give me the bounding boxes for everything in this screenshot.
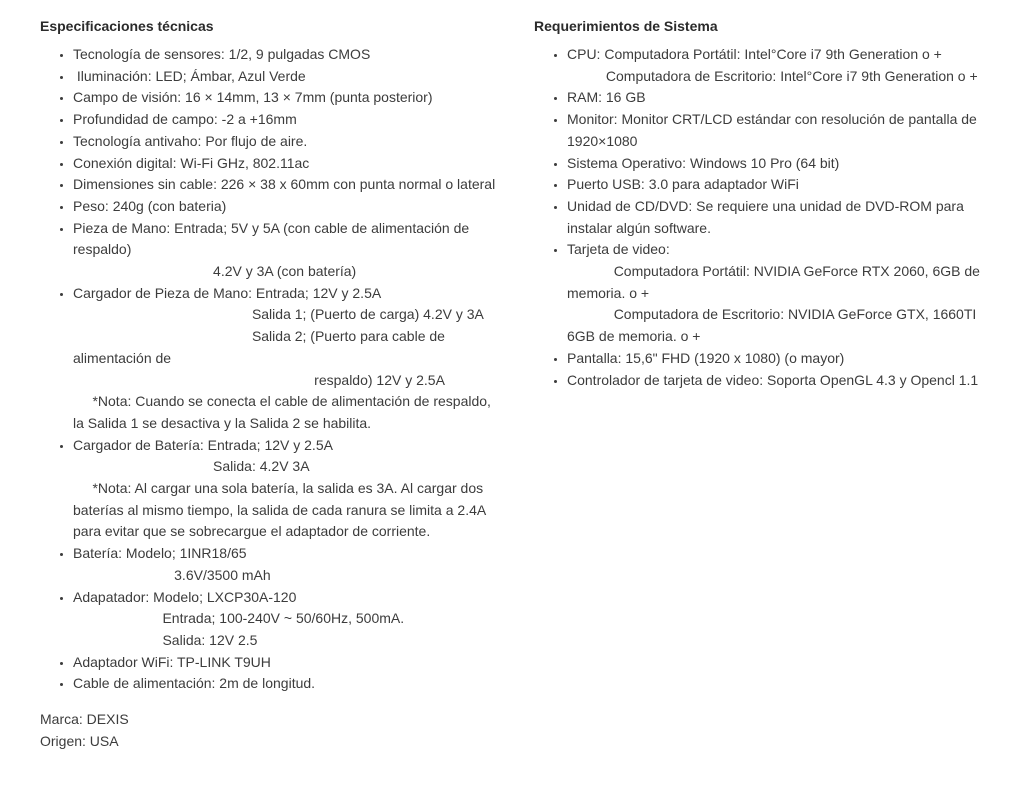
spec-item (73, 543, 505, 586)
requirement-item (567, 87, 994, 109)
spec-item (73, 174, 505, 196)
spec-item-line: • Batería: Modelo; 1INR18/65 (73, 545, 247, 562)
requirement-item-line: Computadora de Escritorio: Intel°Core i7 9th Generation o + (567, 67, 978, 84)
spec-item (73, 283, 505, 435)
spec-item-line: 4.2V y 3A (con batería) (73, 263, 357, 280)
spec-item-line: 3.6V/3500 mAh (73, 566, 271, 583)
spec-item-line: • Campo de visión: 16 × 14mm, 13 × 7mm (punta posterior) (73, 89, 433, 106)
system-requirements-heading: Requerimientos de Sistema (534, 18, 718, 34)
spec-item-line: *Nota: Cuando se conecta el cable de alimentación de respaldo, la Salida 1 se desactiva y la Salida 2 se habilita. (73, 393, 495, 431)
spec-item (73, 153, 505, 175)
requirement-item (567, 153, 994, 175)
origin-text: Origen: USA (40, 732, 119, 749)
spec-item (73, 196, 505, 218)
spec-item-line: • Adapatador: Modelo; LXCP30A-120 (73, 588, 297, 605)
requirement-item (567, 196, 994, 239)
requirement-item-line: • Controlador de tarjeta de video: Soporta OpenGL 4.3 y Opencl 1.1 (567, 371, 979, 388)
spec-item (73, 66, 505, 88)
spec-item-line: • Tecnología antivaho: Por flujo de aire. (73, 132, 308, 149)
tech-specs-column (40, 16, 505, 753)
spec-item-line: • Dimensiones sin cable: 226 × 38 x 60mm con punta normal o lateral (73, 176, 496, 193)
requirement-item-line: Computadora Portátil: NVIDIA GeForce RTX 2060, 6GB de memoria. o + (567, 263, 984, 301)
tech-specs-list (40, 44, 505, 695)
spec-item-line: • Cargador de Batería: Entrada; 12V y 2.5A (73, 436, 333, 453)
spec-item-line: • Adaptador WiFi: TP-LINK T9UH (73, 653, 271, 670)
requirement-item-line: Computadora de Escritorio: NVIDIA GeForce GTX, 1660TI 6GB de memoria. o + (567, 306, 981, 345)
spec-item (73, 652, 505, 674)
product-footer (40, 709, 505, 752)
spec-item-line: Salida 1; (Puerto de carga) 4.2V y 3A (73, 306, 484, 323)
spec-item-line: • Tecnología de sensores: 1/2, 9 pulgadas CMOS (73, 46, 371, 62)
requirement-item-line: • Tarjeta de video: (567, 241, 670, 258)
requirement-item-line: • Sistema Operativo: Windows 10 Pro (64 bit) (567, 154, 840, 171)
spec-item (73, 109, 505, 131)
spec-item (73, 435, 505, 544)
spec-item-line: • Peso: 240g (con bateria) (73, 197, 227, 214)
tech-specs-heading: Especificaciones técnicas (40, 18, 214, 34)
requirement-item (567, 348, 994, 370)
requirement-item-line: • Unidad de CD/DVD: Se requiere una unidad de DVD-ROM para instalar algún software. (567, 197, 968, 236)
spec-item-line: Salida: 12V 2.5 (73, 631, 258, 648)
spec-item (73, 131, 505, 153)
spec-item-line: • Pieza de Mano: Entrada; 5V y 5A (con cable de alimentación de respaldo) (73, 219, 474, 258)
brand-text: Marca: DEXIS (40, 711, 129, 728)
requirement-item (567, 44, 994, 87)
spec-item-line: • Cargador de Pieza de Mano: Entrada; 12V y 2.5A (73, 284, 382, 301)
spec-item (73, 218, 505, 283)
system-requirements-list (534, 44, 994, 391)
spec-item-line: • Iluminación: LED; Ámbar, Azul Verde (73, 67, 306, 84)
spec-item-line: respaldo) 12V y 2.5A (73, 371, 445, 388)
spec-item-line: • Profundidad de campo: -2 a +16mm (73, 111, 297, 128)
requirement-item (567, 239, 994, 348)
spec-item-line: Salida: 4.2V 3A (73, 458, 310, 475)
spec-item-line: Salida 2; (Puerto para cable de alimentación de (73, 328, 449, 366)
requirement-item-line: • Puerto USB: 3.0 para adaptador WiFi (567, 176, 799, 193)
spec-item (73, 44, 505, 66)
spec-item-line: Entrada; 100-240V ~ 50/60Hz, 500mA. (73, 610, 405, 627)
spec-item (73, 587, 505, 652)
spec-item (73, 673, 505, 695)
requirement-item-line: • RAM: 16 GB (567, 89, 646, 106)
requirement-item (567, 174, 994, 196)
system-requirements-column (534, 16, 994, 391)
requirement-item-line: • CPU: Computadora Portátil: Intel°Core i7 9th Generation o + (567, 46, 942, 62)
requirement-item (567, 370, 994, 392)
spec-item-line: • Cable de alimentación: 2m de longitud. (73, 675, 316, 692)
spec-item (73, 87, 505, 109)
requirement-item-line: • Pantalla: 15,6" FHD (1920 x 1080) (o mayor) (567, 349, 845, 366)
spec-item-line: • Conexión digital: Wi-Fi GHz, 802.11ac (73, 154, 310, 171)
requirement-item (567, 109, 994, 152)
spec-item-line: *Nota: Al cargar una sola batería, la salida es 3A. Al cargar dos baterías al mismo tiempo, la salida de cada ranura se limita a 2.4A para evitar que se sobrecargue el adaptador de corriente. (73, 480, 490, 540)
requirement-item-line: • Monitor: Monitor CRT/LCD estándar con resolución de pantalla de 1920×1080 (567, 111, 981, 149)
